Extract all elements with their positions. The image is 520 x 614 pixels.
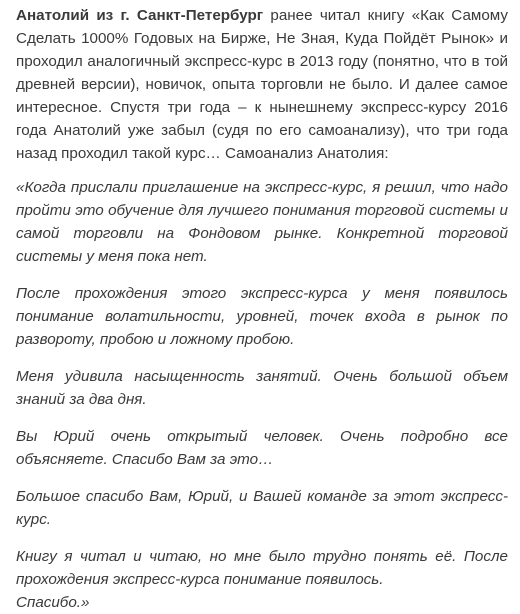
quote-closing: Спасибо.» xyxy=(16,594,90,611)
intro-text: ранее читал книгу «Как Самому Сделать 1000% Годовых на Бирже, Не Зная, Куда Пойдёт Рынок» и проходил аналогичный экспресс-курс в 2013 году (понятно, что в той древней версии), новичок, опыта торговли не было. И далее самое интересное. Спустя три года – к нынешнему экспресс-курсу 2016 года Анатолий уже забыл (судя по его самоанализу), что три года назад проходил такой курс… Самоанализ Анатолия: xyxy=(16,7,508,162)
quote-paragraph-2: После прохождения этого экспресс-курса у меня появилось понимание волатильности, уровней, точек входа в рынок по развороту, пробою и ложному пробою. xyxy=(16,285,508,348)
intro-paragraph xyxy=(16,4,508,165)
quote-paragraph-6 xyxy=(16,545,508,614)
quote-paragraph-3: Меня удивила насыщенность занятий. Очень большой объем знаний за два дня. xyxy=(16,368,508,408)
author-name: Анатолий из г. Санкт-Петербург xyxy=(16,7,264,24)
quote-paragraph-4: Вы Юрий очень открытый человек. Очень подробно все объясняете. Спасибо Вам за это… xyxy=(16,428,508,468)
quote-paragraph-1: «Когда прислали приглашение на экспресс-курс, я решил, что надо пройти это обучение для лучшего понимания торговой системы и самой торговли на Фондовом рынке. Конкретной торговой системы у меня пока нет. xyxy=(16,179,508,265)
quote-paragraph-6-text: Книгу я читал и читаю, но мне было трудно понять её. После прохождения экспресс-курса понимание появилось. xyxy=(16,548,508,588)
quote-paragraph-5: Большое спасибо Вам, Юрий, и Вашей команде за этот экспресс-курс. xyxy=(16,488,508,528)
